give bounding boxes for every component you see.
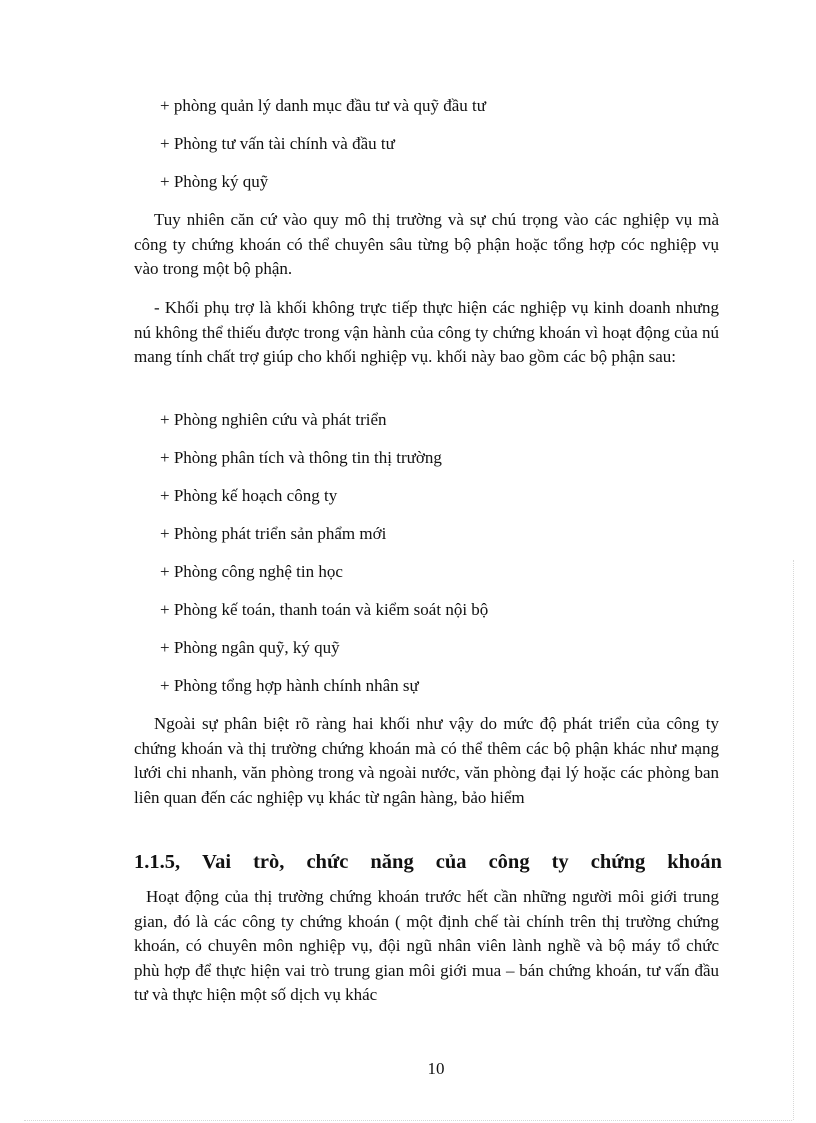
heading-word: chức	[306, 851, 349, 873]
paragraph-scale-note: Tuy nhiên căn cứ vào quy mô thị trường và sự chú trọng vào các nghiệp vụ mà công ty chứng khoán có thể chuyên sâu từng bộ phận hoặc tổng hợp cóc nghiệp vụ vào trong một bộ phận.	[134, 210, 719, 279]
paragraph-other-units: Ngoài sự phân biệt rõ ràng hai khối như vậy do mức độ phát triển của công ty chứng khoán và thị trường chứng khoán mà có thể thêm các bộ phận khác như mạng lưới chi nhanh, văn phòng trong và ngoài nước, văn phòng đại lý hoặc các phòng ban liên quan đến các nghiệp vụ khác từ ngân hàng, bảo hiểm	[134, 714, 719, 807]
bullet-margin-deposit: + Phòng ký quỹ	[160, 172, 269, 191]
paragraph-role: Hoạt động của thị trường chứng khoán trước hết cần những người môi giới trung gian, đó là các công ty chứng khoán ( một định chế tài chính trên thị trường chứng khoán, có chuyên môn nghiệp vụ, đội ngũ nhân viên lành nghề và bộ máy tổ chức phù hợp để thực hiện vai trò trung gian môi giới mua – bán chứng khoán, tư vấn đầu tư và thực hiện một số dịch vụ khác	[134, 887, 719, 1005]
heading-word: ty	[551, 851, 569, 873]
heading-word: Vai	[202, 851, 232, 873]
page-border-bottom	[24, 1120, 792, 1121]
page-number: 10	[427, 1059, 445, 1078]
bullet-accounting: + Phòng kế toán, thanh toán và kiểm soát nội bộ	[160, 600, 489, 619]
bullet-it: + Phòng công nghệ tin học	[160, 562, 343, 581]
heading-word: chứng	[590, 851, 646, 873]
section-number: 1.1.5,	[134, 851, 181, 873]
page-border-right	[793, 560, 794, 1120]
heading-word: khoán	[667, 851, 722, 873]
heading-word: trò,	[253, 851, 285, 873]
bullet-market-analysis: + Phòng phân tích và thông tin thị trường	[160, 448, 442, 467]
bullet-new-products: + Phòng phát triển sản phẩm mới	[160, 524, 387, 543]
bullet-portfolio-management: + phòng quản lý danh mục đầu tư và quỹ đầu tư	[160, 96, 486, 115]
bullet-financial-advisory: + Phòng tư vấn tài chính và đầu tư	[160, 134, 395, 153]
heading-word: năng	[370, 851, 414, 873]
paragraph-support-division: - Khối phụ trợ là khối không trực tiếp thực hiện các nghiệp vụ kinh doanh nhưng nú không thể thiếu được trong vận hành của công ty chứng khoán vì hoạt động của nú mang tính chất trợ giúp cho khối nghiệp vụ. khối này bao gồm các bộ phận sau:	[134, 298, 719, 367]
section-heading	[134, 848, 722, 876]
bullet-research-development: + Phòng nghiên cứu và phát triển	[160, 410, 387, 429]
bullet-company-planning: + Phòng kế hoạch công ty	[160, 486, 338, 505]
bullet-admin-hr: + Phòng tổng hợp hành chính nhân sự	[160, 676, 419, 695]
bullet-treasury: + Phòng ngân quỹ, ký quỹ	[160, 638, 340, 657]
heading-word: công	[488, 851, 530, 873]
heading-word: của	[435, 851, 467, 873]
